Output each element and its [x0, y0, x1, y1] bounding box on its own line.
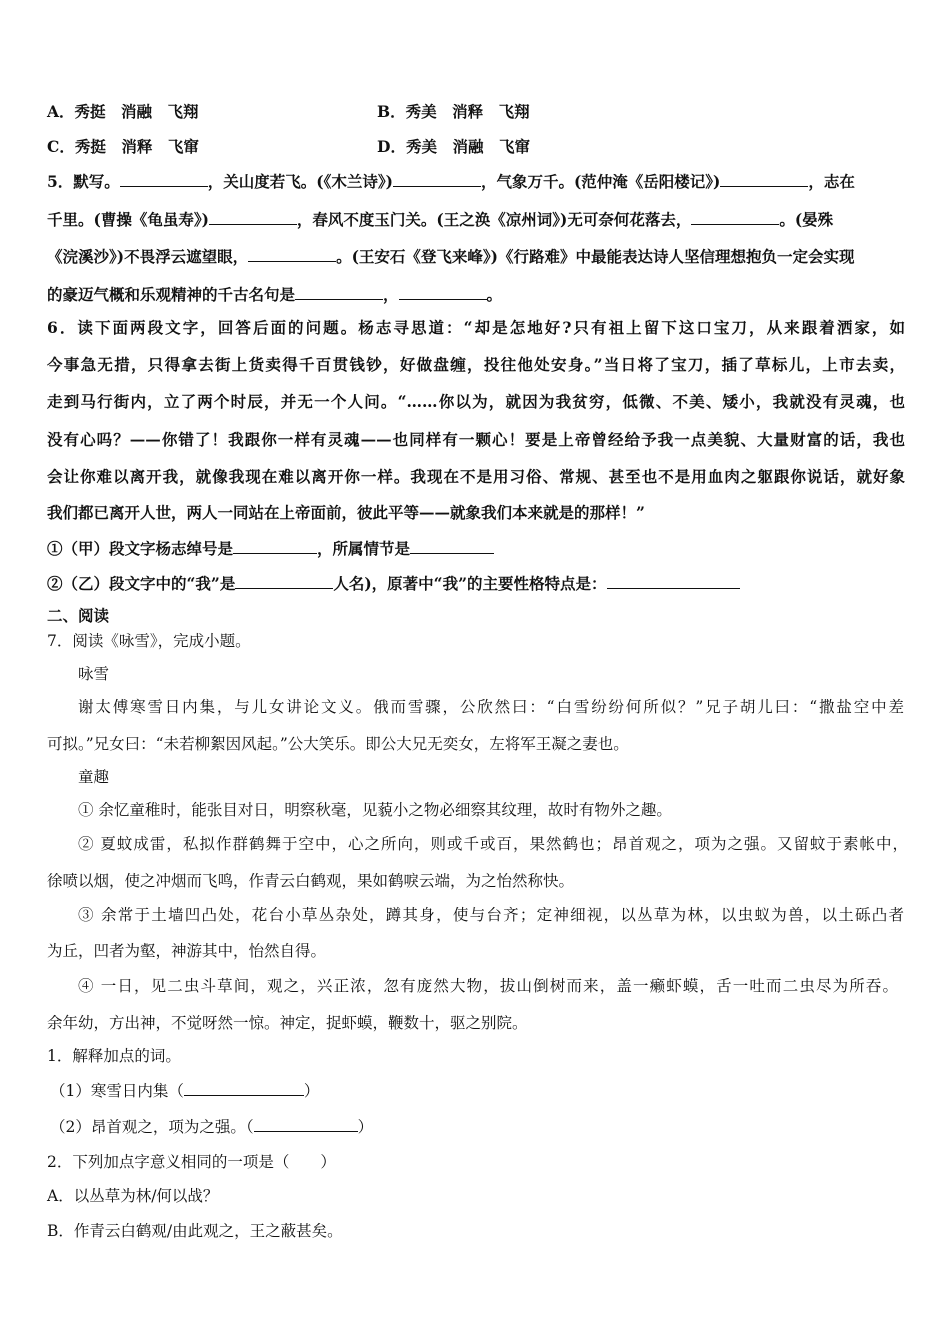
q5-line-2 — [47, 209, 833, 230]
q6-passage-line: 会让你难以离开我，就像我现在难以离开你一样。我现在不是用习俗、常规、甚至也不是用血肉之躯跟你说话，就好象 — [47, 467, 905, 486]
passage-title: 咏雪 — [78, 665, 110, 683]
q5-text: ，春风不度玉门关。(王之涣《凉州词》)无可奈何花落去， — [296, 210, 692, 229]
passage-line: 谢太傅寒雪日内集，与儿女讲论文义。俄而雪骤，公欣然曰：“白雪纷纷何所似？”兄子胡儿曰：“撒盐空中差 — [78, 698, 904, 716]
q5-line-1 — [47, 171, 855, 192]
answer-blank[interactable] — [184, 1080, 304, 1096]
answer-blank[interactable] — [607, 573, 740, 589]
q5-text: ， — [383, 285, 399, 304]
option-c: C．秀挺 消释 飞窜 — [47, 137, 199, 156]
q5-line-3 — [47, 246, 855, 267]
answer-blank[interactable] — [393, 171, 481, 187]
q6-text: 人名)，原著中“我”的主要性格特点是： — [333, 574, 607, 593]
option-b: B．秀美 消释 飞翔 — [377, 102, 530, 121]
answer-blank[interactable] — [295, 284, 383, 300]
option-d: D．秀美 消融 飞窜 — [377, 137, 530, 156]
subquestion-1-2 — [50, 1116, 373, 1137]
passage-line: 为丘，凹者为壑，神游其中，怡然自得。 — [47, 942, 327, 960]
answer-blank[interactable] — [233, 538, 317, 554]
subquestion-text: ） — [303, 1082, 320, 1100]
q5-text: ，气象万千。(范仲淹《岳阳楼记》) — [480, 172, 721, 191]
subquestion-text: （2）昂首观之，项为之强。（ — [50, 1118, 254, 1136]
subquestion-1: 1．解释加点的词。 — [47, 1047, 181, 1065]
subquestion-2: 2．下列加点字意义相同的一项是（ ） — [47, 1153, 336, 1171]
q6-text: ，所属情节是 — [317, 539, 411, 558]
q5-text: ，关山度若飞。(《木兰诗》) — [207, 172, 393, 191]
q5-text: 。(晏殊 — [779, 210, 834, 229]
q5-text: 。(王安石《登飞来峰》)《行路难》中最能表达诗人坚信理想抱负一定会实现 — [336, 247, 855, 266]
answer-blank[interactable] — [691, 209, 779, 225]
passage-line: ④ 一日，见二虫斗草间，观之，兴正浓，忽有庞然大物，拔山倒树而来，盖一癞虾蟆，舌一吐而二虫尽为所吞。 — [78, 977, 898, 995]
answer-blank[interactable] — [720, 171, 808, 187]
q5-line-4 — [47, 284, 502, 305]
q6-text: ①（甲）段文字杨志绰号是 — [47, 539, 234, 558]
passage-line: 余年幼，方出神，不觉呀然一惊。神定，捉虾蟆，鞭数十，驱之别院。 — [47, 1014, 528, 1032]
answer-blank[interactable] — [410, 538, 494, 554]
answer-blank[interactable] — [120, 171, 208, 187]
q6-passage-line: 今事急无措，只得拿去街上货卖得千百贯钱钞，好做盘缠，投往他处安身。”当日将了宝刀，插了草标儿，上市去卖， — [47, 355, 905, 374]
passage-line: ② 夏蚊成雷，私拟作群鹤舞于空中，心之所向，则或千或百，果然鹤也；昂首观之，项为之强。又留蚊于素帐中， — [78, 835, 908, 853]
q5-text: 千里。(曹操《龟虽寿》) — [47, 210, 209, 229]
passage-title: 童趣 — [78, 768, 110, 786]
subquestion-2-option-b: B．作青云白鹤观/由此观之，王之蔽甚矣。 — [47, 1222, 343, 1240]
q5-text: 。 — [486, 285, 503, 304]
q6-passage-line: 走到马行街内，立了两个时辰，并无一个人问。“……你以为，就因为我贫穷，低微、不美、矮小，我就没有灵魂，也 — [47, 392, 905, 411]
q6-subquestion-2 — [47, 573, 740, 594]
subquestion-text: ） — [357, 1118, 374, 1136]
answer-blank[interactable] — [248, 246, 336, 262]
q5-text: ，志在 — [808, 172, 855, 191]
option-a: A．秀挺 消融 飞翔 — [47, 102, 199, 121]
answer-blank[interactable] — [209, 209, 297, 225]
answer-blank[interactable] — [399, 284, 487, 300]
q7-intro: 7．阅读《咏雪》，完成小题。 — [47, 632, 251, 650]
subquestion-text: （1）寒雪日内集（ — [50, 1082, 184, 1100]
q6-passage-line: 我们都已离开人世，两人一同站在上帝面前，彼此平等——就象我们本来就是的那样！” — [47, 503, 645, 522]
passage-line: 可拟。”兄女曰：“未若柳絮因风起。”公大笑乐。即公大兄无奕女，左将军王凝之妻也。 — [47, 735, 629, 753]
passage-line: ③ 余常于土墙凹凸处，花台小草丛杂处，蹲其身，使与台齐；定神细视，以丛草为林，以虫蚁为兽，以土砾凸者 — [78, 906, 904, 924]
q6-text: ②（乙）段文字中的“我”是 — [47, 574, 236, 593]
q6-passage-line: 6．读下面两段文字，回答后面的问题。杨志寻思道：“却是怎地好?只有祖上留下这口宝刀，从来跟着洒家，如 — [47, 318, 905, 337]
subquestion-1-1 — [50, 1080, 319, 1101]
passage-line: 徐喷以烟，使之冲烟而飞鸣，作青云白鹤观，果如鹤唳云端，为之怡然称快。 — [47, 872, 575, 890]
q6-passage-line: 没有心吗？——你错了！我跟你一样有灵魂——也同样有一颗心！要是上帝曾经给予我一点美貌、大量财富的话，我也 — [47, 430, 905, 449]
q5-text: 《浣溪沙》)不畏浮云遮望眼， — [47, 247, 249, 266]
answer-blank[interactable] — [235, 573, 333, 589]
answer-blank[interactable] — [254, 1116, 358, 1132]
subquestion-2-option-a: A．以丛草为林/何以战？ — [47, 1187, 219, 1205]
section-heading: 二、阅读 — [47, 606, 110, 625]
q5-text: 的豪迈气概和乐观精神的千古名句是 — [47, 285, 296, 304]
q6-subquestion-1 — [47, 538, 494, 559]
q5-text: 5．默写。 — [47, 172, 120, 191]
passage-line: ① 余忆童稚时，能张目对日，明察秋毫，见藐小之物必细察其纹理，故时有物外之趣。 — [78, 801, 672, 819]
